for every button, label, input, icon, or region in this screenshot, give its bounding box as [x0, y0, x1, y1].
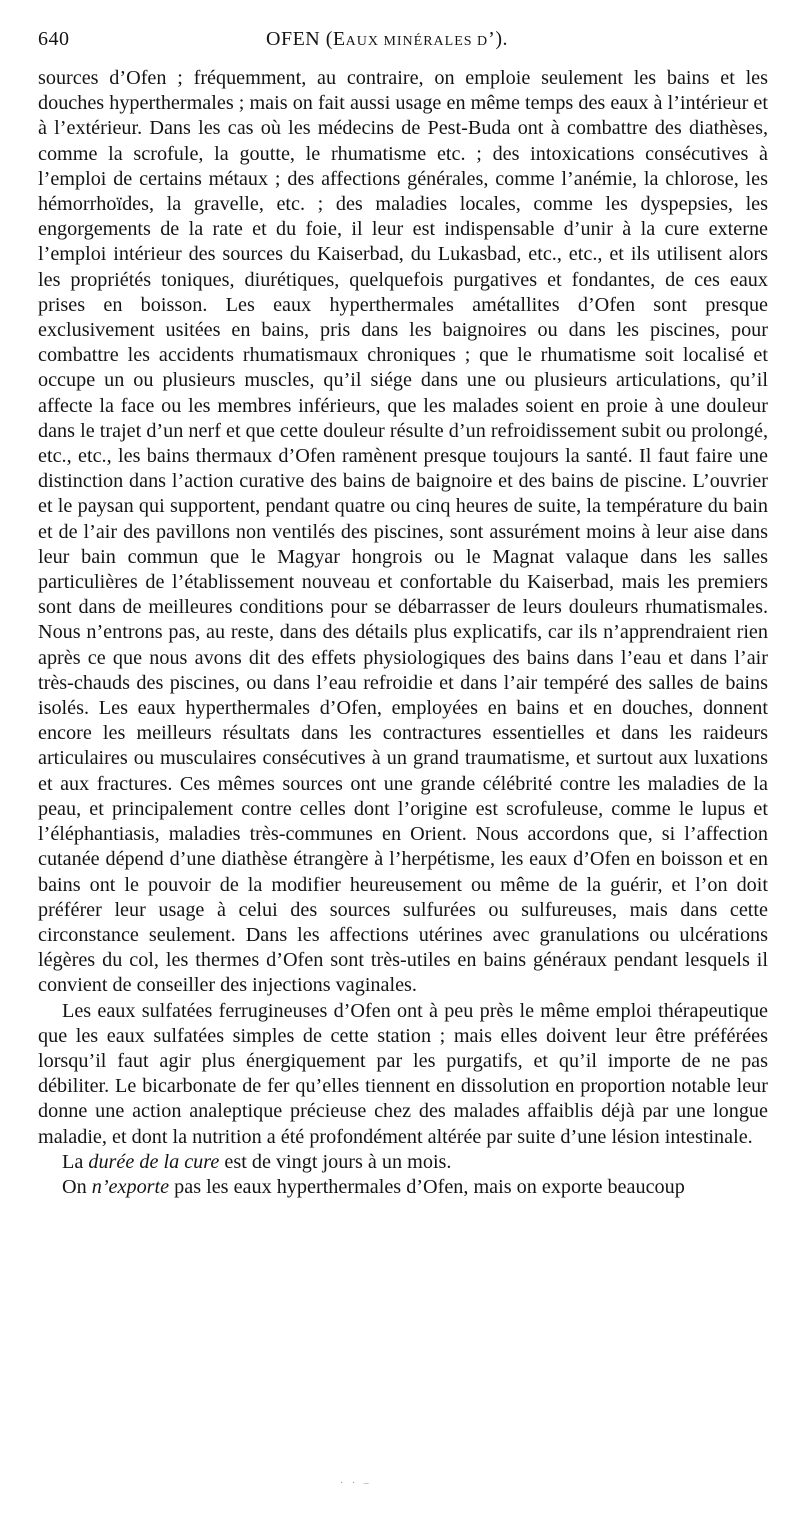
- running-title-smallcaps: AUX MINÉRALES D: [345, 34, 489, 49]
- book-page: [38, 24, 768, 1200]
- running-title-end: ’).: [488, 28, 508, 50]
- duration-italic: durée de la cure: [88, 1150, 220, 1173]
- duration-rest: est de vingt jours à un mois.: [219, 1150, 452, 1173]
- export-lead: On: [62, 1175, 92, 1198]
- export-rest: pas les eaux hyperthermales d’Ofen, mais on exporte beaucoup: [169, 1175, 685, 1198]
- footer-mark: · · –: [340, 1478, 372, 1489]
- paragraph-export: [38, 1175, 768, 1200]
- running-title-main: OFEN (E: [266, 28, 346, 50]
- duration-lead: La: [62, 1150, 89, 1173]
- paragraph-cure-duration: [38, 1150, 768, 1175]
- body-text: [38, 66, 768, 1200]
- running-title: [266, 28, 508, 51]
- paragraph-hyperthermal-uses: sources d’Ofen ; fréquemment, au contraire, on emploie seulement les bains et les douches hyperthermales ; mais on fait aussi usage en même temps des eaux à l’intérieur et à l’extérieur. Dans les cas où les médecins de Pest-Buda ont à combattre des diathèses, comme la scrofule, la goutte, le rhumatisme etc. ; des intoxications consécutives à l’emploi de certains métaux ; des affections générales, comme l’anémie, la chlorose, les hémorrhoïdes, la gravelle, etc. ; des maladies locales, comme les dyspepsies, les engorgements de la rate et du foie, il leur est indispensable d’unir à la cure externe l’emploi intérieur des sources du Kaiserbad, du Lukasbad, etc., etc., et ils utilisent alors les propriétés toniques, diurétiques, quelquefois purgatives et fondantes, de ces eaux prises en boisson. Les eaux hyperthermales amétallites d’Ofen sont presque exclusivement usitées en bains, pris dans les baignoires ou dans les piscines, pour combattre les accidents rhumatismaux chroniques ; que le rhumatisme soit localisé et occupe un ou plusieurs muscles, qu’il siége dans une ou plusieurs articulations, qu’il affecte la face ou les membres inférieurs, que les malades soient en proie à une douleur dans le trajet d’un nerf et que cette douleur résulte d’un refroidissement subit ou prolongé, etc., etc., les bains thermaux d’Ofen ramènent presque toujours la santé. Il faut faire une distinction dans l’action curative des bains de baignoire et des bains de piscine. L’ouvrier et le paysan qui supportent, pendant quatre ou cinq heures de suite, la température du bain et de l’air des pavillons non ventilés des piscines, sont assurément moins à leur aise dans leur bain commun que le Magyar hongrois ou le Magnat valaque dans les salles particulières de l’établissement nouveau et confortable du Kaiserbad, mais les premiers sont dans de meilleures conditions pour se débarrasser de leurs douleurs rhumatismales. Nous n’entrons pas, au reste, dans des détails plus explicatifs, car ils n’apprendraient rien après ce que nous avons dit des effets physiologiques des bains dans l’eau et dans l’air très-chauds des piscines, ou dans l’eau refroidie et dans l’air tempéré des salles de bains isolés. Les eaux hyperthermales d’Ofen, employées en bains et en douches, donnent encore les meilleurs résultats dans les contractures essentielles et dans les raideurs articulaires ou musculaires consécutives à un grand traumatisme, et surtout aux luxations et aux fractures. Ces mêmes sources ont une grande célébrité contre les maladies de la peau, et principalement contre celles dont l’origine est scrofuleuse, comme le lupus et l’éléphantiasis, maladies très-communes en Orient. Nous accordons que, si l’affection cutanée dépend d’une diathèse étrangère à l’herpétisme, les eaux d’Ofen en boisson et en bains ont le pouvoir de la modifier heureusement ou même de la guérir, et l’on doit préférer leur usage à celui des sources sulfurées ou sulfureuses, mais dans cette circonstance seulement. Dans les affections utérines avec granulations ou ulcérations légères du col, les thermes d’Ofen sont très-utiles en bains généraux pendant lesquels il convient de conseiller des injections vaginales.: [38, 67, 768, 997]
- export-italic: n’exporte: [91, 1175, 170, 1198]
- running-head: [38, 24, 768, 54]
- page-number: 640: [38, 28, 70, 50]
- paragraph-ferruginous-waters: Les eaux sulfatées ferrugineuses d’Ofen ont à peu près le même emploi thérapeutique que les eaux sulfatées simples de cette station ; mais elles doivent leur être préférées lorsqu’il faut agir plus énergiquement par les purgatifs, et qu’il importe de ne pas débiliter. Le bicarbonate de fer qu’elles tiennent en dissolution en proportion notable leur donne une action analeptique précieuse chez des malades affaiblis déjà par une longue maladie, et dont la nutrition a été profondément altérée par suite d’une lésion intestinale.: [38, 999, 768, 1148]
